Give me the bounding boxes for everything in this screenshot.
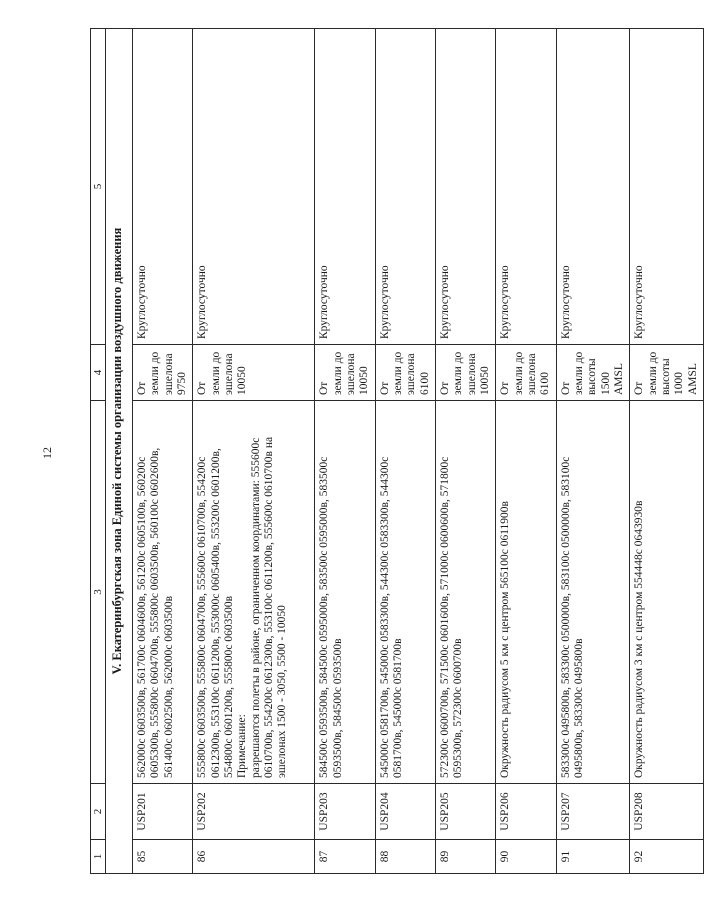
column-number: 2 [91, 784, 106, 840]
vertical-limits: От земли до эшелона 10050 [315, 345, 375, 401]
table-row [630, 29, 704, 874]
vertical-limits: От земли до эшелона 6100 [375, 345, 435, 401]
operating-time: Круглосуточно [630, 29, 704, 345]
operating-time: Круглосуточно [435, 29, 495, 345]
column-number: 1 [91, 840, 106, 874]
operating-time: Круглосуточно [556, 29, 630, 345]
row-number: 86 [193, 840, 315, 874]
page-number: 12 [40, 447, 54, 459]
column-number: 4 [91, 345, 106, 401]
table-row [435, 29, 495, 874]
vertical-limits: От земли до эшелона 10050 [193, 345, 315, 401]
rotated-table-container [90, 29, 699, 874]
vertical-limits: От земли до эшелона 10050 [435, 345, 495, 401]
column-number: 5 [91, 29, 106, 345]
vertical-limits: От земли до высоты 1000 AMSL [630, 345, 704, 401]
table-row [193, 29, 315, 874]
table-row [496, 29, 556, 874]
zone-boundary: 572300с 0600700в, 571500с 0601600в, 571000с 0600600в, 571800с 0595300в, 572300с 0600700в [435, 401, 495, 784]
zone-id: USP203 [315, 784, 375, 840]
zone-boundary: 584500с 0593500в, 584500с 0595000в, 583500с 0595000в, 583500с 0593500в, 584500с 0593500в [315, 401, 375, 784]
vertical-limits: От земли до эшелона 9750 [133, 345, 193, 401]
row-number: 91 [556, 840, 630, 874]
table-row [375, 29, 435, 874]
table-row [556, 29, 630, 874]
restricted-zones-table [90, 28, 704, 874]
vertical-limits: От земли до высоты 1500 AMSL [556, 345, 630, 401]
vertical-limits: От земли до эшелона 6100 [496, 345, 556, 401]
row-number: 85 [133, 840, 193, 874]
row-number: 90 [496, 840, 556, 874]
zone-boundary: Окружность радиусом 3 км с центром 554448с 0643930в [630, 401, 704, 784]
section-header-row [106, 29, 133, 874]
operating-time: Круглосуточно [496, 29, 556, 345]
column-number-row [91, 29, 106, 874]
operating-time: Круглосуточно [315, 29, 375, 345]
zone-id: USP202 [193, 784, 315, 840]
row-number: 87 [315, 840, 375, 874]
operating-time: Круглосуточно [133, 29, 193, 345]
zone-boundary: 555800с 0603500в, 555800с 0604700в, 555600с 0610700в, 554200с 0612300в, 553100с 0611200в, 553000с 0605400в, 553200с 0601200в, 554800с 0601200в, 555800с 0603500в Примечание: разрешаются полеты в районе, ограниченном координатами: 555600с 0610700в, 554200с 0612300в, 553100с 0611200в, 555600с 0610700в на эшелонах 1500 - 3050, 5500 - 10050 [193, 401, 315, 784]
zone-id: USP206 [496, 784, 556, 840]
operating-time: Круглосуточно [193, 29, 315, 345]
table-row [315, 29, 375, 874]
row-number: 88 [375, 840, 435, 874]
zone-id: USP208 [630, 784, 704, 840]
table-row [133, 29, 193, 874]
zone-boundary: Окружность радиусом 5 км с центром 565100с 0611900в [496, 401, 556, 784]
zone-boundary: 562000с 0603500в, 561700с 0604600в, 561200с 0605100в, 560200с 0605300в, 555800с 0604700в, 555800с 0603500в, 560100с 0602600в, 561400с 0602500в, 562000с 0603500в [133, 401, 193, 784]
section-title: V. Екатеринбургская зона Единой системы организации воздушного движения [106, 29, 133, 874]
zone-boundary: 583300с 0495800в, 583300с 0500000в, 583100с 0500000в, 583100с 0495800в, 583300с 0495800в [556, 401, 630, 784]
zone-id: USP201 [133, 784, 193, 840]
zone-id: USP205 [435, 784, 495, 840]
row-number: 92 [630, 840, 704, 874]
operating-time: Круглосуточно [375, 29, 435, 345]
zone-id: USP204 [375, 784, 435, 840]
column-number: 3 [91, 401, 106, 784]
zone-id: USP207 [556, 784, 630, 840]
zone-boundary: 545000с 0581700в, 545000с 0583300в, 544300с 0583300в, 544300с 0581700в, 545000с 0581700в [375, 401, 435, 784]
row-number: 89 [435, 840, 495, 874]
